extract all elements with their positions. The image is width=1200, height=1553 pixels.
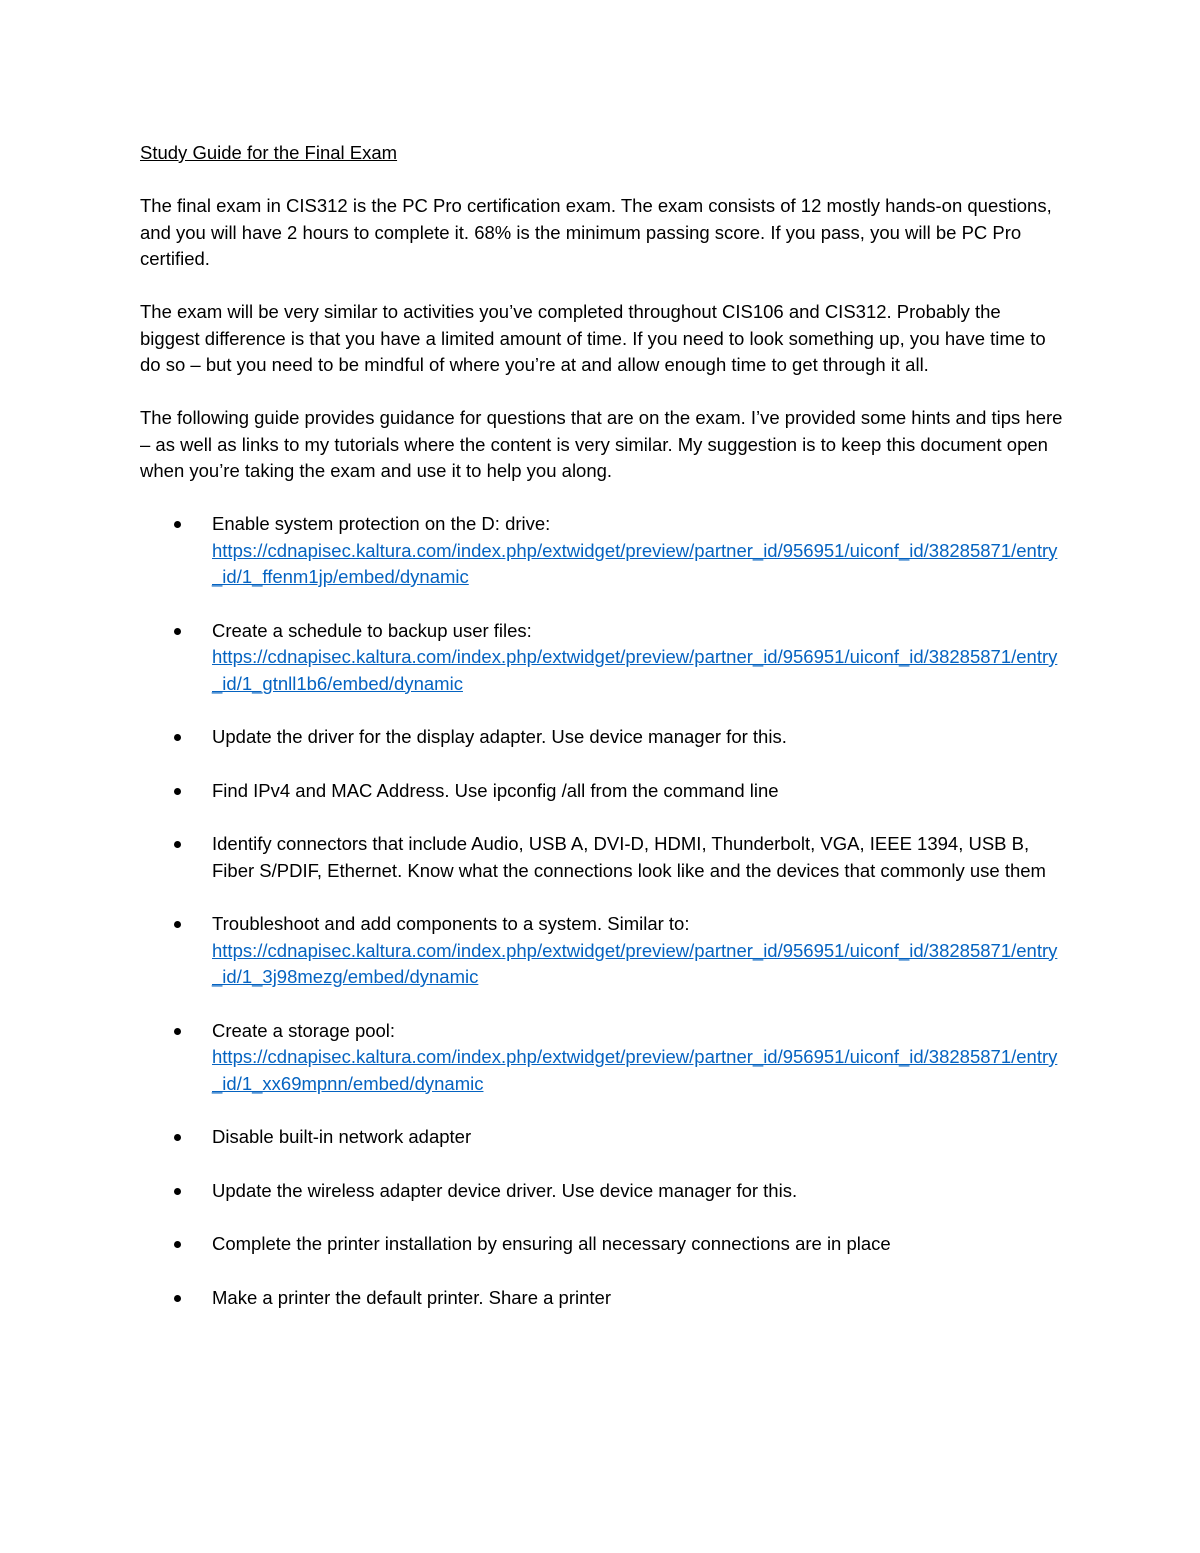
bullet-icon — [174, 734, 181, 741]
list-item-troubleshoot — [140, 911, 1065, 991]
list-item-default-printer — [140, 1285, 1065, 1312]
bullet-icon — [174, 921, 181, 928]
tutorial-link[interactable]: https://cdnapisec.kaltura.com/index.php/extwidget/preview/partner_id/956951/uiconf_id/38285871/entry_id/1_gtnll1b6/embed/dynamic — [212, 646, 1058, 694]
bullet-icon — [174, 1295, 181, 1302]
document-page — [140, 140, 1065, 1338]
bullet-icon — [174, 521, 181, 528]
list-item-text: Identify connectors that include Audio, USB A, DVI-D, HDMI, Thunderbolt, VGA, IEEE 1394, USB B, Fiber S/PDIF, Ethernet. Know what the connections look like and the devices that commonly use them — [212, 833, 1046, 881]
list-item-display-driver — [140, 724, 1065, 751]
tutorial-link[interactable]: https://cdnapisec.kaltura.com/index.php/extwidget/preview/partner_id/956951/uiconf_id/38285871/entry_id/1_ffenm1jp/embed/dynamic — [212, 539, 1058, 587]
list-item-ipconfig — [140, 778, 1065, 805]
list-item-backup-schedule — [140, 618, 1065, 698]
list-item-text: Create a storage pool: — [212, 1019, 396, 1041]
bullet-icon — [174, 1188, 181, 1195]
list-item-text: Disable built-in network adapter — [212, 1126, 472, 1147]
bullet-icon — [174, 841, 181, 848]
list-item-printer-install — [140, 1231, 1065, 1258]
list-item-text: Troubleshoot and add components to a system. Similar to: — [212, 913, 690, 934]
list-item-network-adapter — [140, 1124, 1065, 1151]
list-item-text: Make a printer the default printer. Share a printer — [212, 1286, 611, 1308]
bullet-icon — [174, 1028, 181, 1035]
bullet-icon — [174, 1241, 181, 1248]
paragraph-similarity: The exam will be very similar to activities you’ve completed throughout CIS106 and CIS312. Probably the biggest difference is that you have a limited amount of time. If you need to look something up, you have time to do so – but you need to be mindful of where you’re at and allow enough time to get through it all. — [140, 301, 1046, 375]
bullet-icon — [174, 628, 181, 635]
topic-list — [140, 511, 1065, 1311]
list-item-wireless-driver — [140, 1178, 1065, 1205]
list-item-text: Enable system protection on the D: drive: — [212, 513, 551, 534]
paragraph-intro: The final exam in CIS312 is the PC Pro certification exam. The exam consists of 12 mostly hands-on questions, and you will have 2 hours to complete it. 68% is the minimum passing score. If you pass, you will be PC Pro certified. — [140, 195, 1052, 269]
bullet-icon — [174, 788, 181, 795]
bullet-icon — [174, 1134, 181, 1141]
tutorial-link[interactable]: https://cdnapisec.kaltura.com/index.php/extwidget/preview/partner_id/956951/uiconf_id/38285871/entry_id/1_3j98mezg/embed/dynamic — [212, 939, 1058, 987]
tutorial-link[interactable]: https://cdnapisec.kaltura.com/index.php/extwidget/preview/partner_id/956951/uiconf_id/38285871/entry_id/1_xx69mpnn/embed/dynamic — [212, 1046, 1058, 1094]
list-item-connectors — [140, 831, 1065, 884]
list-item-text: Update the driver for the display adapter. Use device manager for this. — [212, 726, 787, 747]
list-item-system-protection — [140, 511, 1065, 591]
list-item-text: Create a schedule to backup user files: — [212, 619, 532, 641]
list-item-text: Update the wireless adapter device driver. Use device manager for this. — [212, 1179, 798, 1201]
list-item-text: Complete the printer installation by ensuring all necessary connections are in place — [212, 1233, 891, 1254]
paragraph-guidance: The following guide provides guidance for questions that are on the exam. I’ve provided some hints and tips here – as well as links to my tutorials where the content is very similar. My suggestion is to keep this document open when you’re taking the exam and use it to help you along. — [140, 407, 1063, 481]
list-item-storage-pool — [140, 1018, 1065, 1098]
document-title: Study Guide for the Final Exam — [140, 142, 398, 163]
list-item-text: Find IPv4 and MAC Address. Use ipconfig /all from the command line — [212, 779, 779, 801]
